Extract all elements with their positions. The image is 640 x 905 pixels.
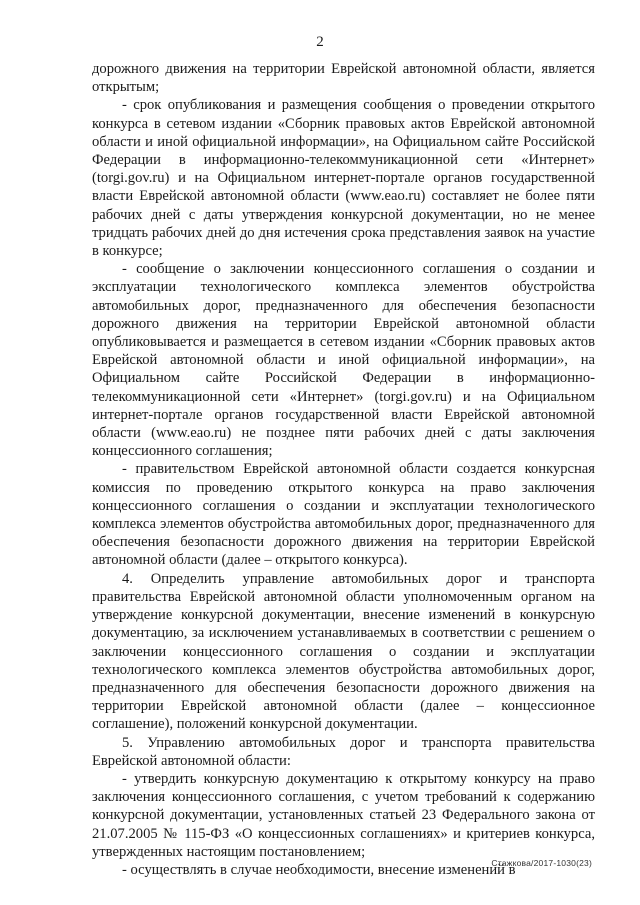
paragraph-continuation: дорожного движения на территории Еврейской автономной области, является открытым; [92, 61, 595, 96]
page-number: 2 [316, 34, 324, 50]
document-body [92, 60, 595, 879]
document-reference-code: Стажкова/2017-1030(23) [491, 858, 592, 868]
paragraph-make-changes: - осуществлять в случае необходимости, внесение изменений в [122, 861, 516, 878]
paragraph-concession-notice: - сообщение о заключении концессионного соглашения о создании и эксплуатации технологического комплекса элементов обустройства автомобильных дорог, предназначенного для обеспечения безопасности дорожного движения на территории Еврейской автономной области опубликовывается и размещается в сетевом издании «Сборник правовых актов Еврейской автономной области и иной официальной информации», на Официальном сайте Российской Федерации в информационно-телекоммуникационной сети «Интернет» (torgi.gov.ru) и на Официальном интернет-портале органов государственной власти Еврейской автономной области (www.eao.ru) не позднее пяти рабочих дней с даты заключения концессионного соглашения; [92, 261, 595, 460]
paragraph-clause-4: 4. Определить управление автомобильных дорог и транспорта правительства Еврейской автономной области уполномоченным органом на утверждение конкурсной документации, внесение изменений в конкурсную документацию, за исключением устанавливаемых в соответствии с решением о заключении концессионного соглашения о создании и эксплуатации технологического комплекса элементов обустройства автомобильных дорог, предназначенного для обеспечения безопасности дорожного движения на территории Еврейской автономной области (далее – концессионное соглашение), положений конкурсной документации. [92, 570, 595, 733]
paragraph-publication-deadline: - срок опубликования и размещения сообщения о проведении открытого конкурса в сетевом издании «Сборник правовых актов Еврейской автономной области и иной официальной информации», на Официальном сайте Российской Федерации в информационно-телекоммуникационной сети «Интернет» (torgi.gov.ru) и на Официальном интернет-портале органов государственной власти Еврейской автономной области (www.eao.ru) составляет не более пяти рабочих дней с даты утверждения конкурсной документации, но не менее тридцать рабочих дней до дня истечения срока представления заявок на участие в конкурсе; [92, 97, 595, 260]
paragraph-clause-5: 5. Управлению автомобильных дорог и транспорта правительства Еврейской автономной области: [92, 734, 595, 769]
paragraph-approve-documentation: - утвердить конкурсную документацию к открытому конкурсу на право заключения концессионного соглашения, с учетом требований к содержанию конкурсной документации, установленных статьей 23 Федерального закона от 21.07.2005 № 115-ФЗ «О концессионных соглашениях» и критериев конкурса, утвержденных настоящим постановлением; [92, 770, 595, 860]
paragraph-competition-commission: - правительством Еврейской автономной области создается конкурсная комиссия по проведению открытого конкурса на право заключения концессионного соглашения о создании и эксплуатации технологического комплекса элементов обустройства автомобильных дорог, предназначенного для обеспечения безопасности дорожного движения на территории Еврейской автономной области (далее – открытого конкурса). [92, 461, 595, 569]
